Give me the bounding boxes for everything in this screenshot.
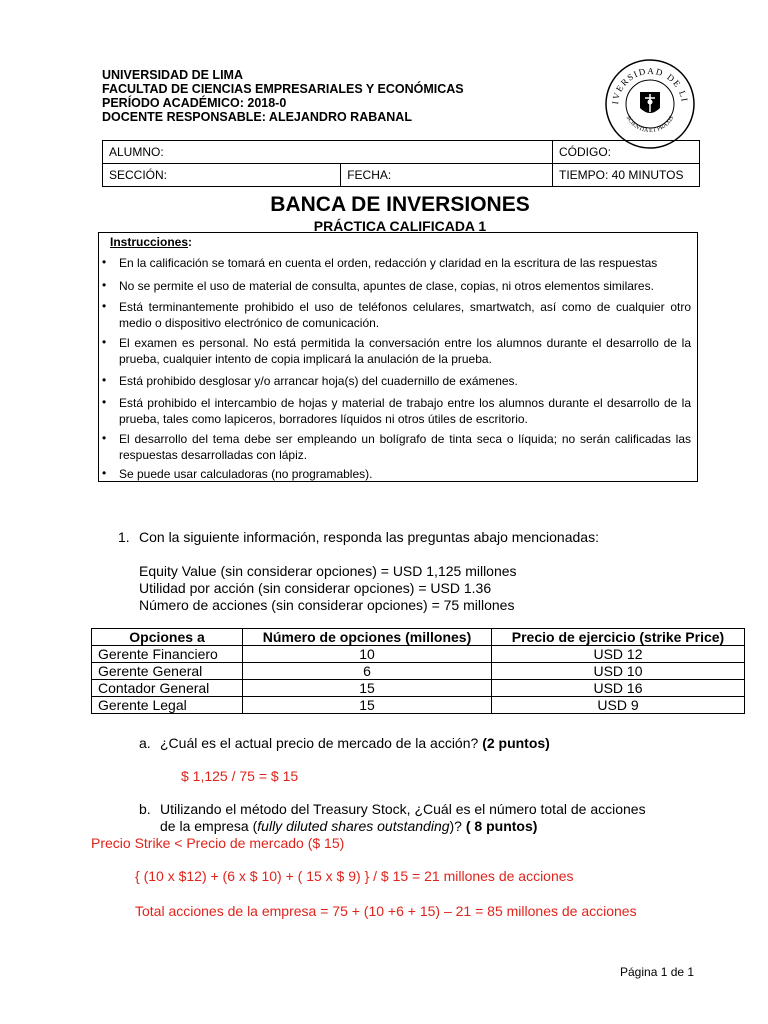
table-cell: 15 [243, 697, 492, 714]
instruction-item: El examen es personal. No está permitida la conversación entre los alumnos durante el desarrollo de la prueba, cualquier intento de copia implicará la anulación de la prueba. [119, 336, 691, 366]
header-faculty: FACULTAD DE CIENCIAS EMPRESARIALES Y ECONÓMICAS [102, 82, 464, 96]
header-period: PERÍODO ACADÉMICO: 2018-0 [102, 96, 287, 110]
svg-text:SCIENTIA ET PRAXIS [625, 115, 676, 134]
header-teacher: DOCENTE RESPONSABLE: ALEJANDRO RABANAL [102, 110, 412, 124]
table-row [92, 697, 745, 714]
bullet: • [102, 278, 107, 292]
part-b-answer-line1: Precio Strike < Precio de mercado ($ 15) [91, 835, 345, 851]
fecha-field[interactable]: FECHA: [341, 164, 553, 187]
part-a-answer: $ 1,125 / 75 = $ 15 [181, 768, 299, 784]
given-shares: Número de acciones (sin considerar opciones) = 75 millones [139, 597, 515, 613]
instruction-item: Está prohibido el intercambio de hojas y material de trabajo entre los alumnos durante el desarrollo de la prueba, tales como lapiceros, borradores líquidos ni otros útiles de escritorio. [119, 396, 691, 426]
table-cell: Gerente Legal [92, 697, 243, 714]
header-university: UNIVERSIDAD DE LIMA [102, 68, 243, 82]
column-header: Número de opciones (millones) [243, 629, 492, 646]
table-row [92, 646, 745, 663]
bullet: • [102, 335, 107, 349]
part-b-answer-line2: { (10 x $12) + (6 x $ 10) + ( 15 x $ 9) } / $ 15 = 21 millones de acciones [135, 868, 574, 884]
table-cell: USD 12 [492, 646, 745, 663]
column-header: Precio de ejercicio (strike Price) [492, 629, 745, 646]
bullet: • [102, 431, 107, 445]
bullet: • [102, 373, 107, 387]
university-seal [604, 58, 696, 150]
seccion-field[interactable]: SECCIÓN: [103, 164, 341, 187]
codigo-field[interactable]: CÓDIGO: [553, 141, 700, 164]
part-b-label: b. [139, 801, 151, 817]
table-cell: Contador General [92, 680, 243, 697]
seal-top-text: IVERSIDAD DE LI [610, 65, 690, 105]
bullet: • [102, 255, 107, 269]
instruction-item: No se permite el uso de material de consulta, apuntes de clase, copias, ni otros elementos similares. [119, 279, 654, 293]
instruction-item: Está prohibido desglosar y/o arrancar hoja(s) del cuadernillo de exámenes. [119, 374, 518, 388]
table-header-row [92, 629, 745, 646]
part-b-question-line1: Utilizando el método del Treasury Stock, ¿Cuál es el número total de acciones [160, 801, 646, 817]
table-cell: Gerente Financiero [92, 646, 243, 663]
seal-bottom-text: SCIENTIA ET PRAXIS [624, 115, 676, 135]
page-subtitle: PRÁCTICA CALIFICADA 1 [313, 218, 487, 234]
given-eps: Utilidad por acción (sin considerar opciones) = USD 1.36 [139, 580, 492, 596]
instruction-item: El desarrollo del tema debe ser empleando un bolígrafo de tinta seca o líquida; no serán calificadas las respuestas desarrolladas con lápiz. [119, 432, 691, 462]
part-a-label: a. [139, 735, 151, 751]
question-number: 1. [118, 529, 130, 545]
table-cell: 10 [243, 646, 492, 663]
instruction-item: Está terminantemente prohibido el uso de teléfonos celulares, smartwatch, así como de cualquier otro medio o dispositivo electrónico de comunicación. [119, 300, 691, 330]
table-cell: USD 16 [492, 680, 745, 697]
column-header: Opciones a [92, 629, 243, 646]
table-row [92, 680, 745, 697]
given-equity-value: Equity Value (sin considerar opciones) = USD 1,125 millones [139, 563, 517, 579]
alumno-field[interactable]: ALUMNO: [103, 141, 553, 164]
table-row [92, 663, 745, 680]
part-b-answer-line3: Total acciones de la empresa = 75 + (10 +6 + 15) – 21 = 85 millones de acciones [135, 903, 637, 919]
options-table [91, 628, 745, 714]
student-info-table [102, 140, 700, 187]
page-title: BANCA DE INVERSIONES [270, 193, 530, 216]
shield-icon [640, 92, 660, 113]
tiempo-field: TIEMPO: 40 MINUTOS [553, 164, 700, 187]
table-cell: USD 10 [492, 663, 745, 680]
part-a-question: ¿Cuál es el actual precio de mercado de la acción? (2 puntos) [160, 735, 550, 751]
bullet: • [102, 395, 107, 409]
table-cell: 15 [243, 680, 492, 697]
page-number: Página 1 de 1 [620, 965, 695, 979]
table-cell: 6 [243, 663, 492, 680]
bullet: • [102, 466, 107, 480]
instruction-item: En la calificación se tomará en cuenta el orden, redacción y claridad en la escritura de las respuestas [119, 256, 658, 270]
part-b-question-line2: de la empresa (fully diluted shares outstanding)? ( 8 puntos) [160, 818, 538, 834]
table-cell: USD 9 [492, 697, 745, 714]
table-cell: Gerente General [92, 663, 243, 680]
question-text: Con la siguiente información, responda las preguntas abajo mencionadas: [139, 529, 599, 545]
bullet: • [102, 299, 107, 313]
instructions-title: Instrucciones: [110, 235, 193, 249]
instruction-item: Se puede usar calculadoras (no programables). [119, 467, 373, 481]
